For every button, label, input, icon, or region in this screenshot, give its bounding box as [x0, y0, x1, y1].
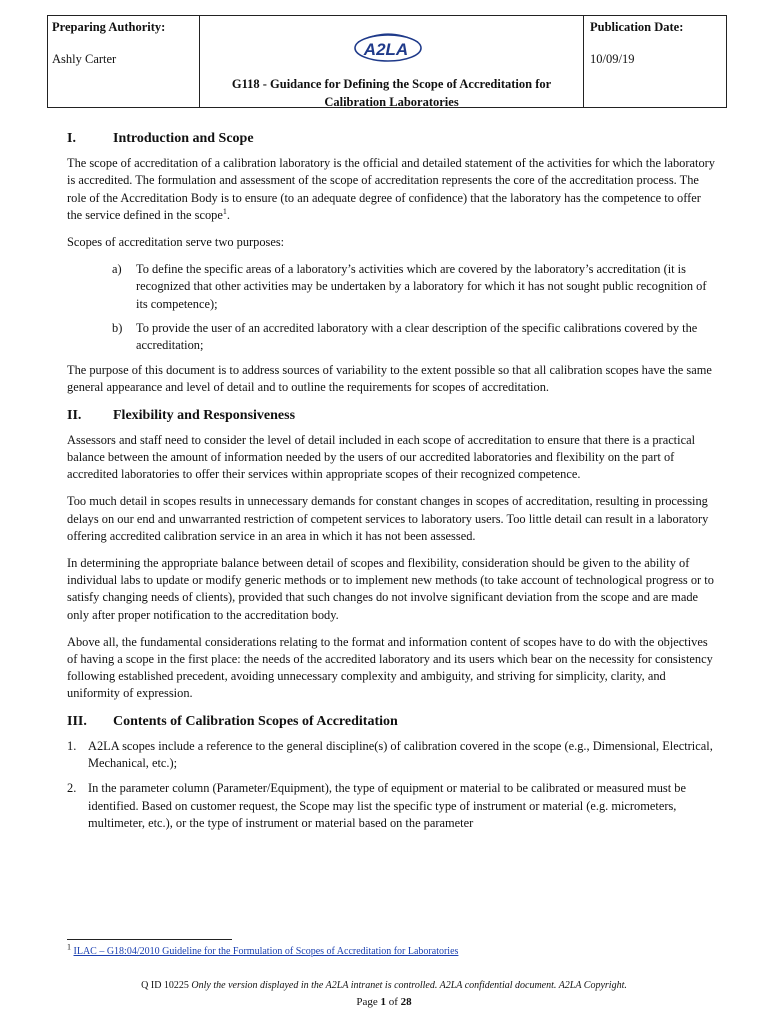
section-title: Flexibility and Responsiveness: [113, 407, 296, 423]
footer-notice: [0, 980, 768, 991]
list-item-text: To define the specific areas of a laboratory’s activities which are covered by the laboratory’s accreditation (it is recognized that other activities may be undertaken by a laboratory for which it has not sought public recognition of its competence);: [136, 262, 707, 311]
list-marker: 1.: [67, 738, 77, 753]
title-line-2: Calibration Laboratories: [324, 95, 459, 109]
footer-control-notice: Only the version displayed in the A2LA intranet is controlled. A2LA confidential document. A2LA Copyright.: [191, 980, 627, 991]
purposes-list: [67, 261, 717, 354]
list-marker: a): [112, 262, 122, 277]
list-item-text: A2LA scopes include a reference to the general discipline(s) of calibration covered in the scope (e.g., Dimensional, Electrical, Mechanical, etc.);: [88, 738, 713, 771]
footnote: [67, 942, 459, 957]
section-heading-contents: [67, 713, 717, 730]
section-title: Introduction and Scope: [113, 131, 254, 146]
paragraph: The scope of accreditation of a calibration laboratory is the official and detailed statement of the activities for which the laboratory is accredited. The formulation and assessment of the scope of accreditation represents the core of the accreditation process. The role of the Accreditation Body is to ensure (to an adequate degree of confidence) that the laboratory has the competence to offer the service defined in the scope$^1$.: [67, 156, 715, 222]
preparing-authority-cell: [48, 16, 200, 107]
paragraph: The purpose of this document is to address sources of variability to the extent possible so that all calibration scopes have the same general appearance and level of detail and to outline the requirements for scopes of accreditation.: [67, 363, 712, 395]
list-item: [67, 320, 717, 354]
document-title: [200, 75, 583, 111]
page-number: Page 1 of 28: [356, 996, 412, 1008]
list-item: [67, 780, 717, 832]
contents-list: [67, 738, 717, 832]
list-marker: 2.: [67, 781, 77, 796]
list-item-text: In the parameter column (Parameter/Equipment), the type of equipment or material to be calibrated or measured must be identified. Based on customer request, the Scope may list the specific type of instrument or material (e.g. micrometers, multimeter, etc.), or the type of instrument or material based on the parameter: [88, 781, 686, 830]
publication-date-cell: [584, 16, 726, 107]
footnote-divider: [67, 939, 232, 940]
footnote-link[interactable]: ILAC – G18:04/2010 Guideline for the Formulation of Scopes of Accreditation for Laboratories: [73, 946, 459, 957]
document-title-cell: [200, 16, 584, 107]
title-line-1: G118 - Guidance for Defining the Scope of Accreditation for: [231, 77, 552, 91]
footer-qid: Q ID 10225: [141, 980, 189, 991]
paragraph: Above all, the fundamental considerations relating to the format and information content of scopes have to do with the objectives of having a scope in the first place: the needs of the accredited laboratory and its users which bear on the necessity for consistency following established precedent, avoiding unnecessary complexity and ambiguity, and striving for simplicity, clarity, and uniformity of expression.: [67, 634, 713, 701]
document-body: [67, 130, 717, 840]
section-title: Contents of Calibration Scopes of Accreditation: [113, 713, 398, 729]
paragraph: Too much detail in scopes results in unnecessary demands for constant changes in scopes of accreditation, resulting in processing delays on our end and unwarranted restriction of competent services to laboratory users. Too little detail can result in a laboratory offering accredited calibration service in an area in which it has not been assessed.: [67, 494, 709, 543]
current-page: 1: [380, 996, 386, 1008]
paragraph: Scopes of accreditation serve two purposes:: [67, 235, 285, 250]
footnote-reference-link[interactable]: 1: [222, 206, 227, 216]
list-item: [67, 738, 717, 772]
publication-date-value: 10/09/19: [590, 52, 635, 66]
footnote-number: 1: [67, 942, 71, 952]
paragraph: Assessors and staff need to consider the level of detail included in each scope of accreditation to ensure that there is a practical balance between the amount of information needed by the users of our accredited laboratories and flexibility on the part of accredited laboratories to offer their services within appropriate scopes of their recognized competence.: [67, 432, 696, 482]
section-number: II.: [67, 407, 82, 423]
publication-date-label: Publication Date:: [590, 20, 684, 34]
list-item: [67, 261, 717, 313]
section-heading-introduction: [67, 130, 717, 147]
total-pages: 28: [400, 996, 412, 1008]
preparing-authority-value: Ashly Carter: [52, 52, 117, 66]
preparing-authority-label: Preparing Authority:: [52, 20, 166, 34]
section-number: III.: [67, 713, 87, 729]
section-number: I.: [67, 131, 76, 146]
paragraph: In determining the appropriate balance between detail of scopes and flexibility, consideration should be given to the ability of individual labs to update or modify generic methods or to implement new methods (to take account of technological progress or to satisfy changing needs of clients), provided that such changes do not involve significant deviation from the scope and are made only after proper notification to the accreditation body.: [67, 556, 714, 622]
list-item-text: To provide the user of an accredited laboratory with a clear description of the specific calibrations covered by the accreditation;: [136, 320, 698, 353]
section-heading-flexibility: [67, 407, 717, 424]
logo-text: A2LA: [363, 40, 409, 59]
header-table: [47, 15, 727, 108]
list-marker: b): [112, 320, 123, 335]
a2la-logo: [350, 30, 422, 64]
